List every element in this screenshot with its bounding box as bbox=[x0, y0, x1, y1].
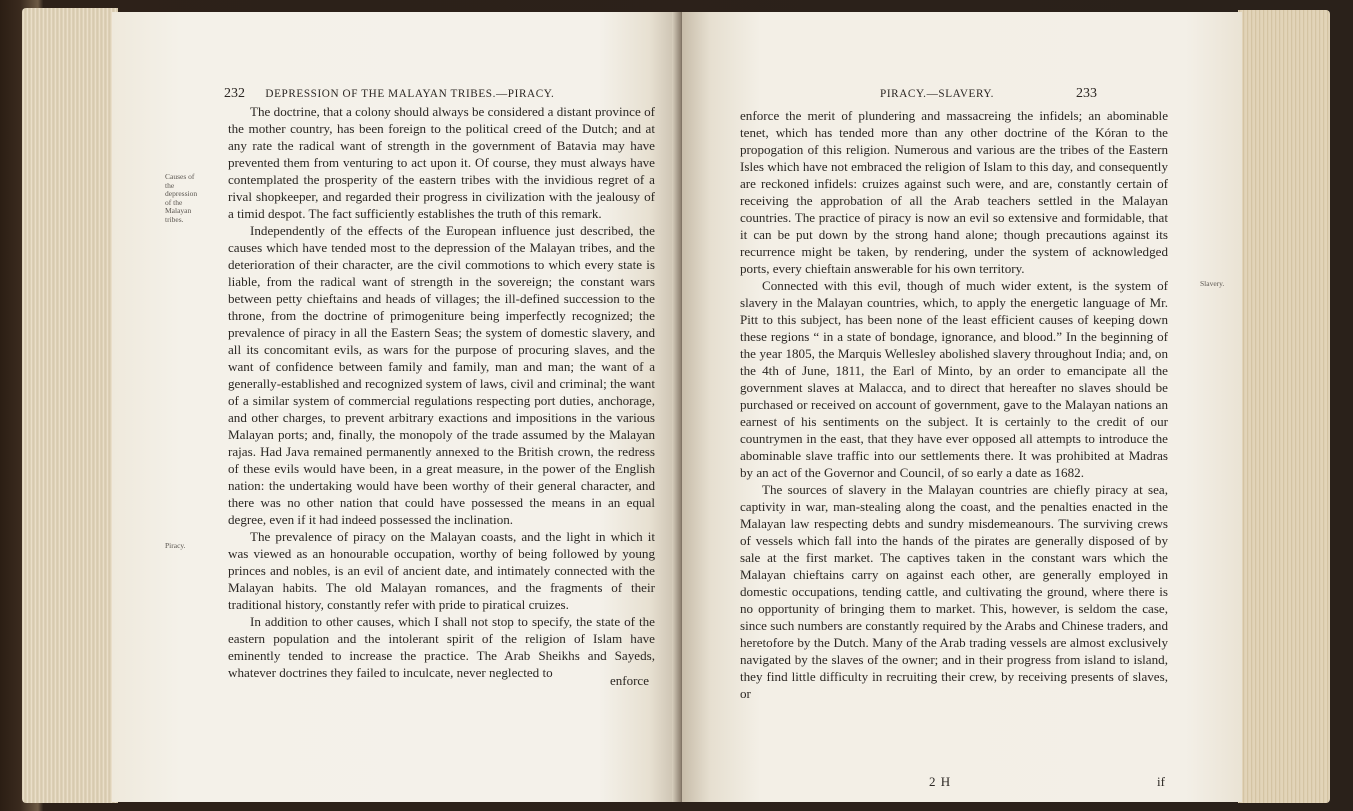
paragraph: Independently of the effects of the European influence just described, the causes which have tended most to the depression of the Malayan tribes, and the deterioration of their character, are the civil commotions to which every state is liable, from the radical want of strength in the sovereign; the constant wars between petty chieftains and heads of villages; the ill-defined succession to the throne, from the doctrine of primogeniture being imperfectly recognized; the prevalence of piracy in all the Eastern Seas; the system of domestic slavery, and all its concomitant evils, as wars for the purpose of procuring slaves, and the want of confidence between family and family, man and man; the want of a generally-established and recognized system of laws, civil and criminal; the want of a similar system of commercial regulations respecting port duties, anchorage, and other charges, to prevent arbitrary exactions and impositions in the various Malayan ports; and, finally, the monopoly of the trade assumed by the Malayan rajas. Had Java remained permanently annexed to the British crown, the redress of these evils would have been, in a great measure, in the power of the English nation: the undertaking would have been worthy of their general character, and there was no other nation that could have possessed the means in an equal degree, even if it had indeed possessed the inclination. bbox=[228, 223, 655, 527]
margin-note-piracy: Piracy. bbox=[165, 541, 186, 550]
right-body-text bbox=[740, 107, 1168, 702]
right-catchword: if bbox=[1157, 774, 1165, 789]
left-page bbox=[112, 12, 678, 802]
right-page-edges bbox=[1238, 10, 1330, 803]
right-page-number-wrap bbox=[1076, 86, 1097, 102]
paragraph: In addition to other causes, which I shall not stop to specify, the state of the eastern population and the intolerant spirit of the religion of Islam have eminently tended to increase the practice. The Arab Sheikhs and Sayeds, whatever doctrines they failed to inculcate, never neglected to bbox=[228, 614, 655, 680]
margin-note-causes: Causes of the depression of the Malayan tribes. bbox=[165, 172, 198, 224]
paragraph: The sources of slavery in the Malayan countries are chiefly piracy at sea, captivity in war, man-stealing along the coast, and the penalties enacted in the Malayan law respecting debts and sundry misdemeanours. The surviving crews of vessels which fall into the hands of the pirates are generally disposed of by sale at the first market. The captives taken in the constant wars which the Malayan chieftains carry on against each other, are generally employed in domestic occupations, tending cattle, and cultivating the ground, where there is no opportunity of bringing them to market. This, however, is seldom the case, since such numbers are constantly required by the Arabs and Chinese traders, and heretofore by the Dutch. Many of the Arab trading vessels are almost exclusively navigated by the slaves of the owner; and in their progress from island to island, they find little difficulty in recruiting their crew, by receiving presents of slaves, or bbox=[740, 482, 1168, 701]
paragraph: The prevalence of piracy on the Malayan coasts, and the light in which it was viewed as an honourable occupation, worthy of being followed by young princes and nobles, is an evil of ancient date, and intimately connected with the Malayan habits. The old Malayan romances, and the fragments of their traditional history, constantly refer with pride to piratical cruizes. bbox=[228, 529, 655, 612]
left-body-text bbox=[228, 103, 655, 681]
paragraph: Connected with this evil, though of much wider extent, is the system of slavery in the Malayan countries, which, to apply the energetic language of Mr. Pitt to this subject, has been none of the least efficient causes of keeping down these regions “ in a state of bondage, ignorance, and blood.” In the beginning of the year 1805, the Marquis Wellesley abolished slavery throughout India; and, on the 4th of June, 1811, the Earl of Minto, by an order to emancipate all the government slaves at Malacca, and to direct that hereafter no slaves should be purchased or received on account of government, gave to the Malayan nations an earnest of his sentiments on the subject. It is certainly to the credit of our countrymen in the east, that they have ever opposed all attempts to introduce the abominable slave traffic into our settlements there. It was prohibited at Madras by an act of the Governor and Council, of so early a date as 1682. bbox=[740, 278, 1168, 480]
paragraph: The doctrine, that a colony should always be considered a distant province of the mother country, has been foreign to the political creed of the Dutch; and at any rate the radical want of strength in the government of Batavia may have prevented them from venturing to act upon it. Of course, they must always have contemplated the prosperity of the eastern tribes with the invidious regret of a rival shopkeeper, and regarded their progress in civilization with the jealousy of a timid despot. The fact sufficiently establishes the truth of this remark. bbox=[228, 104, 655, 221]
right-running-title: PIRACY.—SLAVERY. bbox=[880, 88, 995, 100]
left-page-number: 232 bbox=[224, 86, 245, 101]
left-running-head bbox=[224, 86, 554, 102]
paragraph: enforce the merit of plundering and massacreing the infidels; an abominable tenet, which has tended more than any other doctrine of the Kóran to the propogation of this religion. Numerous and various are the tribes of the Eastern Isles which have not embraced the religion of Islam to this day, and consequently are reckoned infidels: cruizes against such were, and are, constantly certain of receiving the approbation of all the Arab teachers settled in the Malayan countries. The practice of piracy is now an evil so extensive and formidable, that it can be put down by the strong hand alone; though precautions against its recurrence might be taken, by rendering, under the system of acknowledged ports, every chieftain answerable for his own territory. bbox=[740, 108, 1168, 276]
margin-note-slavery: Slavery. bbox=[1200, 279, 1225, 288]
left-catchword: enforce bbox=[610, 673, 649, 688]
left-running-title: DEPRESSION OF THE MALAYAN TRIBES.—PIRACY. bbox=[265, 88, 555, 100]
left-page-edges bbox=[22, 8, 118, 803]
right-page-number: 233 bbox=[1076, 86, 1097, 101]
signature-mark: 2 H bbox=[929, 774, 952, 789]
right-page bbox=[682, 12, 1242, 802]
